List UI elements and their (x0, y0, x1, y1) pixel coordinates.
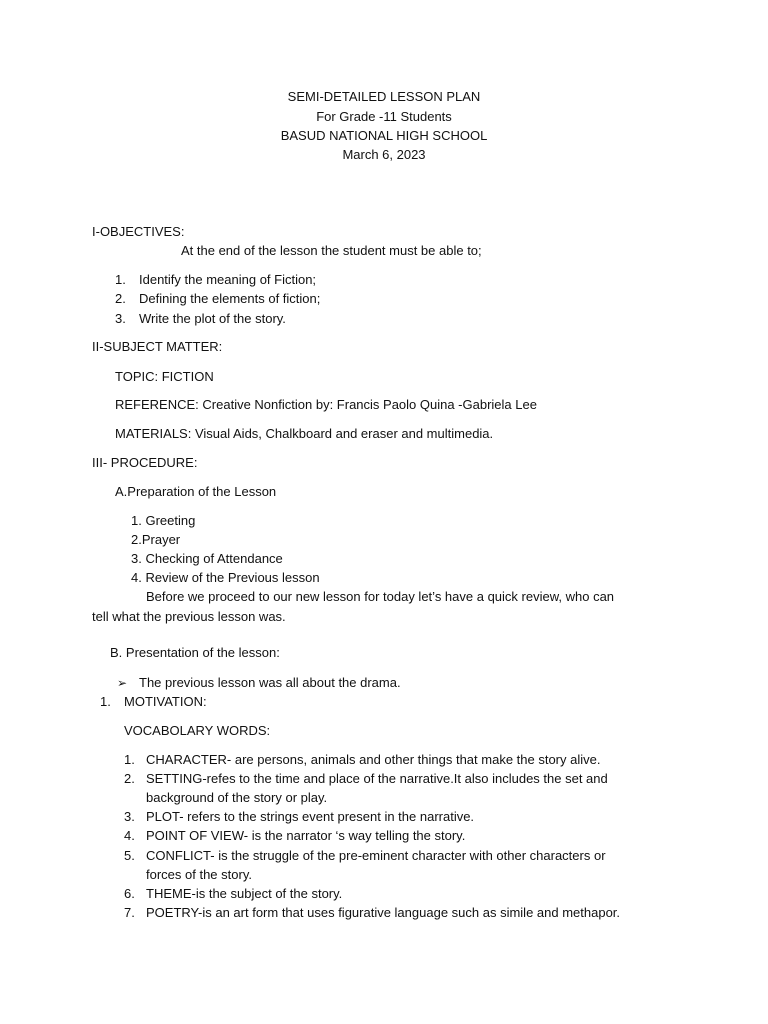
vocab-number: 7. (124, 905, 135, 920)
objective-item: Identify the meaning of Fiction; (139, 272, 317, 287)
objective-number: 1. (115, 272, 126, 287)
vocab-number: 2. (124, 771, 135, 786)
objective-item: Write the plot of the story. (139, 311, 286, 326)
vocab-number: 1. (124, 752, 135, 767)
vocab-item-continuation: forces of the story. (146, 867, 252, 882)
vocab-item-continuation: background of the story or play. (146, 790, 328, 805)
preparation-heading: A.Preparation of the Lesson (115, 484, 277, 499)
vocab-number: 4. (124, 828, 135, 843)
reference-line: REFERENCE: Creative Nonfiction by: Francis Paolo Quina -Gabriela Lee (115, 397, 537, 412)
document-title: SEMI-DETAILED LESSON PLAN (287, 89, 481, 104)
school-name: BASUD NATIONAL HIGH SCHOOL (280, 128, 488, 143)
vocabulary-heading: VOCABOLARY WORDS: (124, 723, 271, 738)
motivation-heading: MOTIVATION: (124, 694, 207, 709)
grade-line: For Grade -11 Students (316, 109, 452, 124)
preparation-item: 1. Greeting (131, 513, 196, 528)
vocab-item: POINT OF VIEW- is the narrator ‘s way telling the story. (146, 828, 466, 843)
materials-line: MATERIALS: Visual Aids, Chalkboard and eraser and multimedia. (115, 426, 494, 441)
objectives-intro: At the end of the lesson the student must be able to; (181, 243, 482, 258)
review-paragraph-line: Before we proceed to our new lesson for today let’s have a quick review, who can (146, 589, 615, 604)
topic-line: TOPIC: FICTION (115, 369, 214, 384)
presentation-heading: B. Presentation of the lesson: (110, 645, 280, 660)
presentation-bullet: The previous lesson was all about the drama. (139, 675, 401, 690)
date-line: March 6, 2023 (342, 147, 426, 162)
preparation-item: 4. Review of the Previous lesson (131, 570, 320, 585)
procedure-heading: III- PROCEDURE: (92, 455, 198, 470)
preparation-item: 2.Prayer (131, 532, 181, 547)
objective-number: 3. (115, 311, 126, 326)
vocab-item: POETRY-is an art form that uses figurative language such as simile and methapor. (146, 905, 621, 920)
vocab-item: CHARACTER- are persons, animals and other things that make the story alive. (146, 752, 601, 767)
objective-number: 2. (115, 291, 126, 306)
objectives-heading: I-OBJECTIVES: (92, 224, 185, 239)
review-paragraph-line: tell what the previous lesson was. (92, 609, 286, 624)
vocab-item: CONFLICT- is the struggle of the pre-eminent character with other characters or (146, 848, 606, 863)
vocab-item: SETTING-refes to the time and place of the narrative.It also includes the set and (146, 771, 608, 786)
vocab-item: THEME-is the subject of the story. (146, 886, 343, 901)
vocab-item: PLOT- refers to the strings event present in the narrative. (146, 809, 475, 824)
preparation-item: 3. Checking of Attendance (131, 551, 283, 566)
vocab-number: 5. (124, 848, 135, 863)
vocab-number: 6. (124, 886, 135, 901)
arrow-bullet-icon: ➢ (117, 676, 128, 690)
motivation-number: 1. (100, 694, 111, 709)
objective-item: Defining the elements of fiction; (139, 291, 321, 306)
subject-matter-heading: II-SUBJECT MATTER: (92, 339, 223, 354)
vocab-number: 3. (124, 809, 135, 824)
